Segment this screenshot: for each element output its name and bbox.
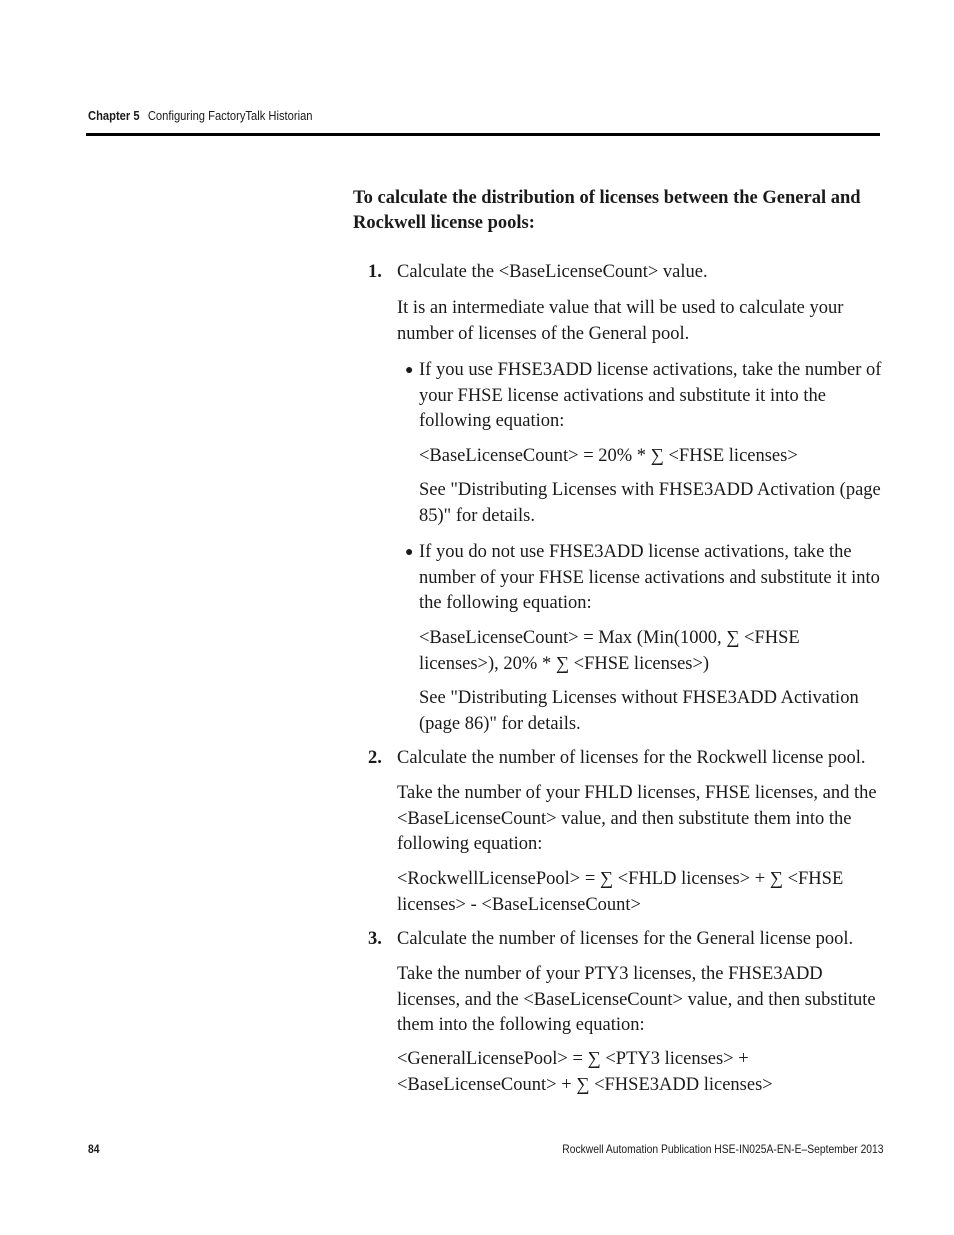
step-1-bullet-2-see: See "Distributing Licenses without FHSE3ADD Activation (page 86)" for details.	[419, 688, 859, 734]
step-2-number: 2.	[368, 748, 382, 768]
section-heading: To calculate the distribution of licenses between the General and Rockwell license pools:	[353, 188, 861, 233]
bullet-icon: ●	[405, 545, 414, 560]
page-number: 84	[88, 1142, 100, 1156]
step-3-equation: <GeneralLicensePool> = ∑ <PTY3 licenses> + <BaseLicenseCount> + ∑ <FHSE3ADD licenses>	[397, 1049, 773, 1095]
step-1-paragraph: It is an intermediate value that will be used to calculate your number of licenses of the General pool.	[397, 298, 844, 344]
step-1-bullet-1-text: If you use FHSE3ADD license activations, take the number of your FHSE license activations and substitute it into the following equation:	[419, 360, 882, 431]
chapter-title: Configuring FactoryTalk Historian	[147, 108, 313, 123]
step-3-paragraph: Take the number of your PTY3 licenses, the FHSE3ADD licenses, and the <BaseLicenseCount> value, and then substitute them into the following equation:	[397, 964, 876, 1035]
step-3-text: Calculate the number of licenses for the General license pool.	[397, 929, 854, 949]
step-2-equation: <RockwellLicensePool> = ∑ <FHLD licenses> + ∑ <FHSE licenses> - <BaseLicenseCount>	[397, 869, 844, 915]
step-1-bullet-1-equation: <BaseLicenseCount> = 20% * ∑ <FHSE licenses>	[419, 446, 798, 466]
step-2-paragraph: Take the number of your FHLD licenses, FHSE licenses, and the <BaseLicenseCount> value, and then substitute them into the following equation:	[397, 783, 877, 854]
step-2-text: Calculate the number of licenses for the Rockwell license pool.	[397, 748, 866, 768]
step-1-bullet-2-text: If you do not use FHSE3ADD license activations, take the number of your FHSE license activations and substitute it into the following equation:	[419, 542, 880, 613]
step-1-text: Calculate the <BaseLicenseCount> value.	[397, 262, 708, 282]
step-1-bullet-1-see: See "Distributing Licenses with FHSE3ADD Activation (page 85)" for details.	[419, 480, 881, 526]
step-3-number: 3.	[368, 929, 382, 949]
bullet-icon: ●	[405, 363, 414, 378]
publication-footer: Rockwell Automation Publication HSE-IN025A-EN-E–September 2013	[562, 1142, 884, 1156]
step-1-number: 1.	[368, 262, 382, 282]
header-rule	[86, 133, 880, 136]
chapter-label: Chapter 5	[88, 108, 140, 123]
step-1-bullet-2-equation: <BaseLicenseCount> = Max (Min(1000, ∑ <FHSE licenses>), 20% * ∑ <FHSE licenses>)	[419, 628, 800, 674]
running-header	[88, 108, 313, 123]
